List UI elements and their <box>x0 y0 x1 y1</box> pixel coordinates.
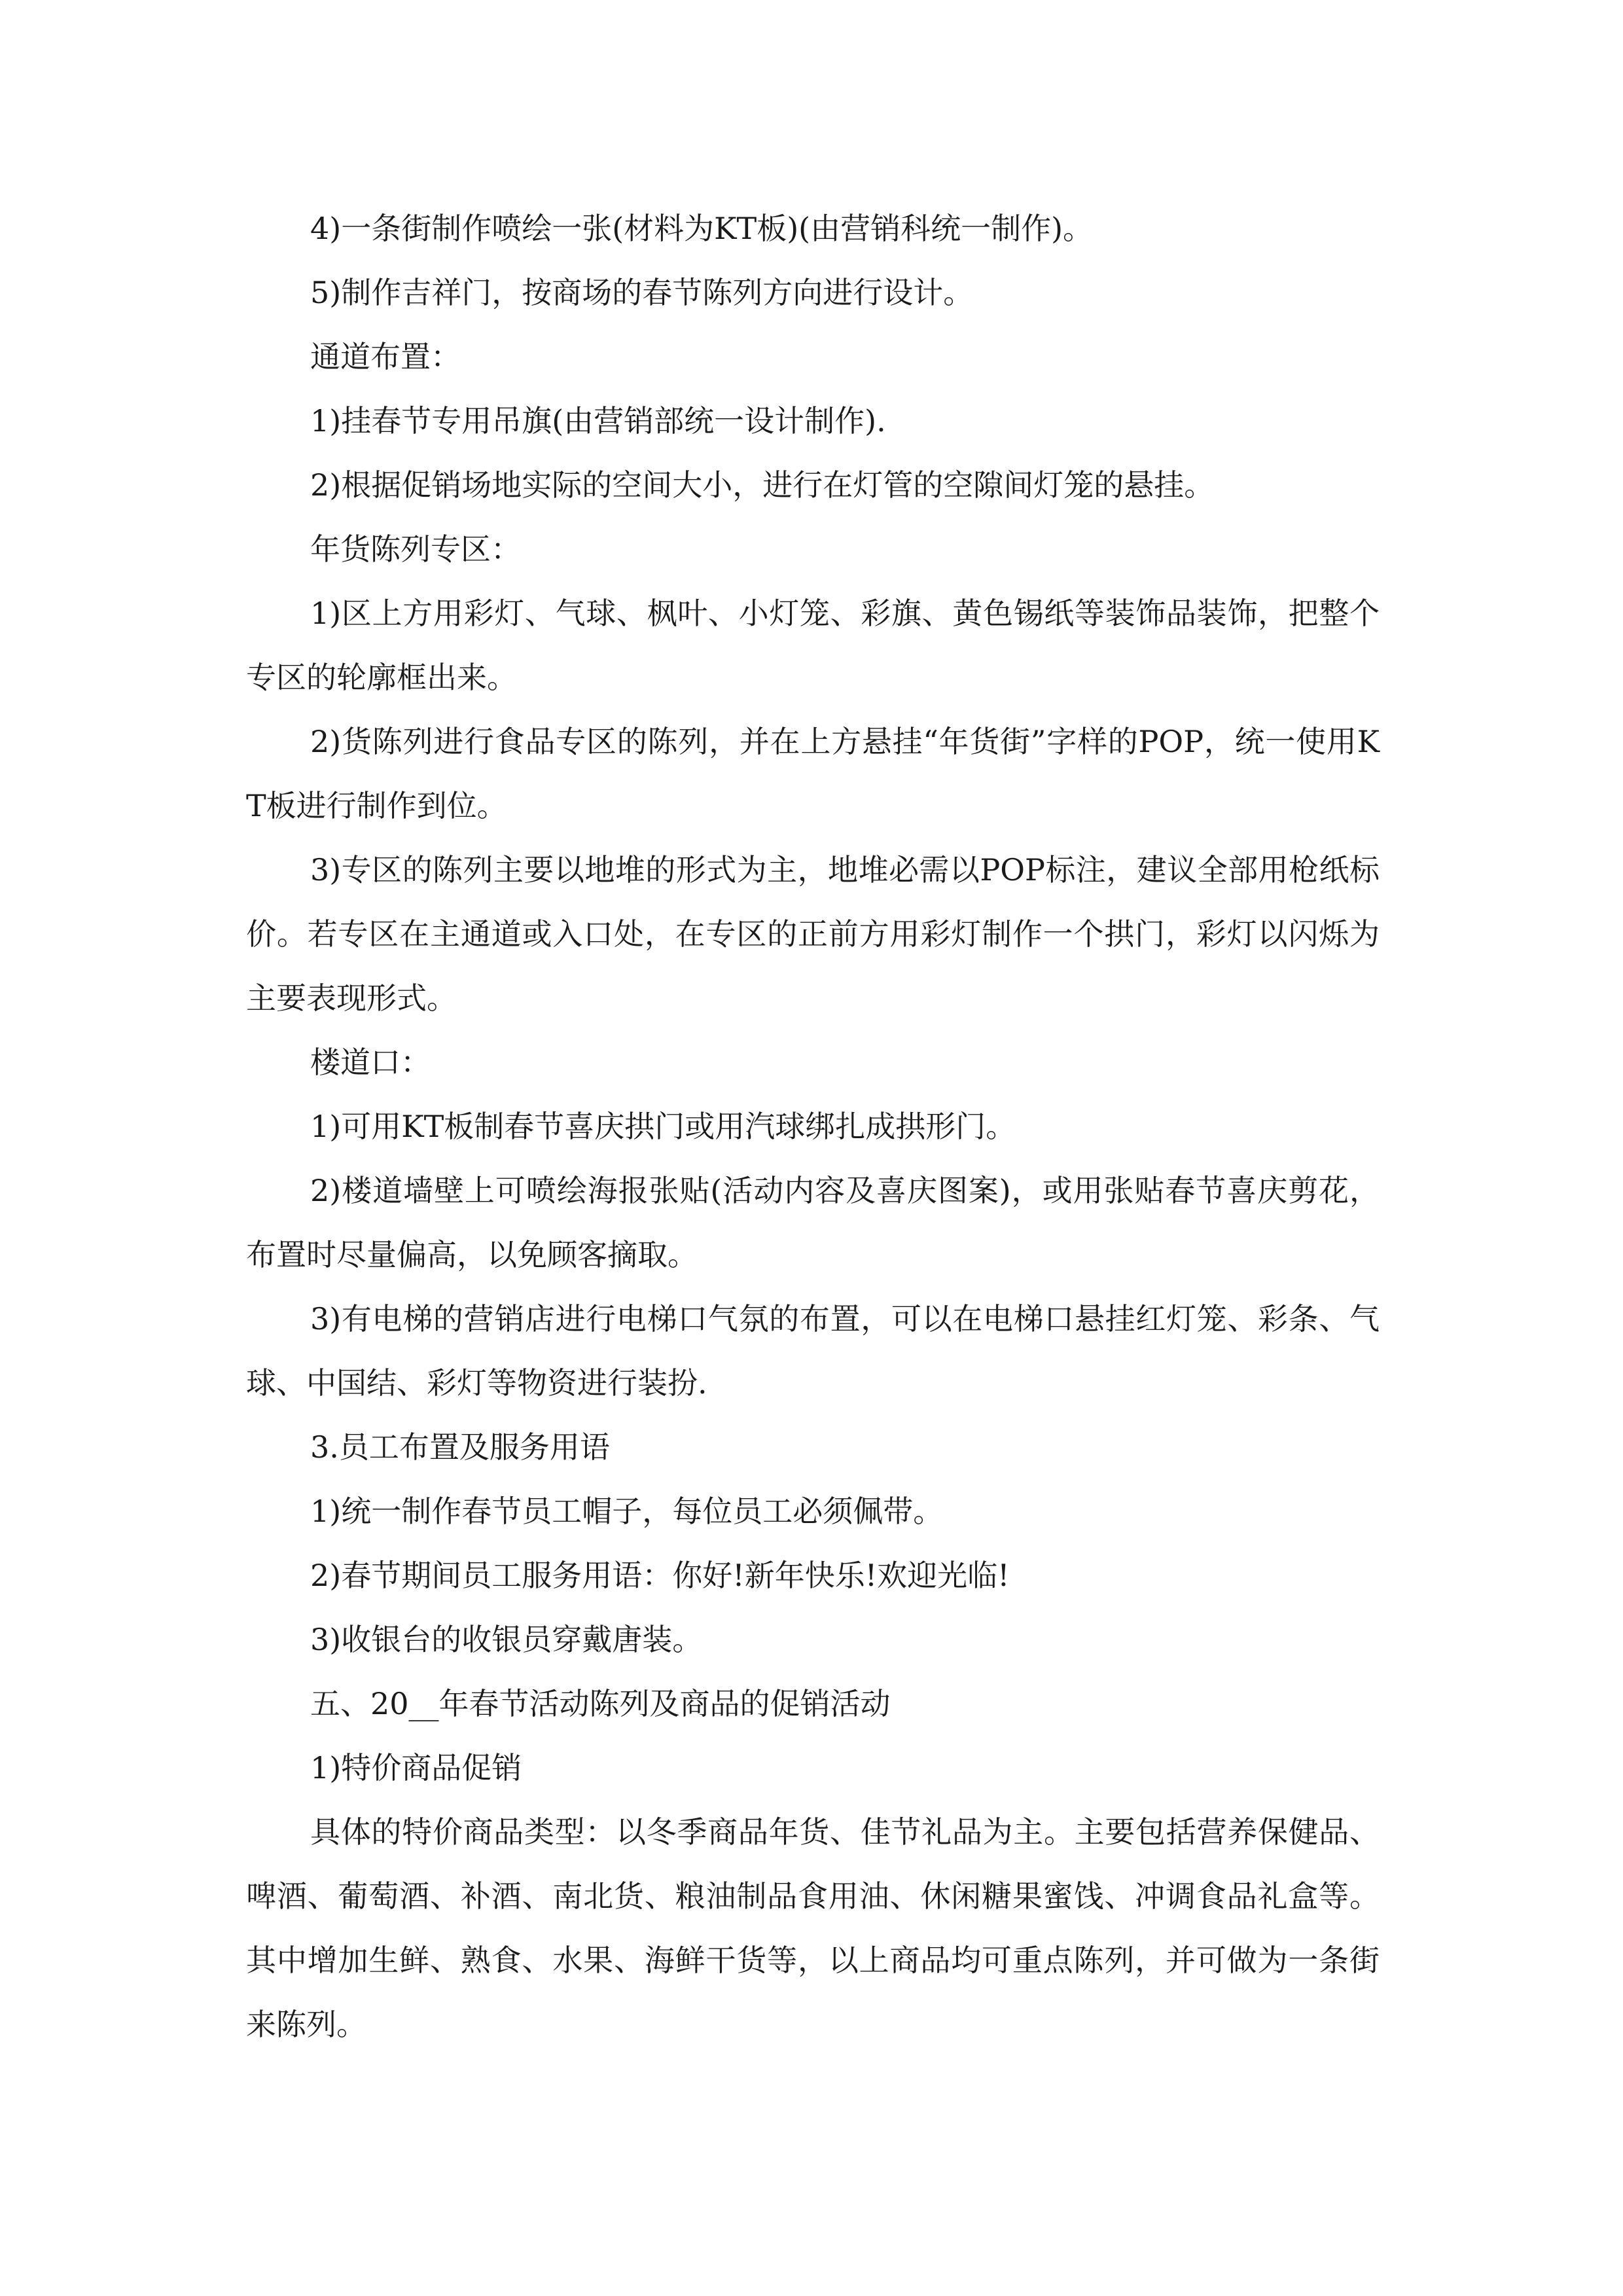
paragraph: 1)统一制作春节员工帽子，每位员工必须佩带。 <box>310 1494 944 1529</box>
paragraph: 1)挂春节专用吊旗(由营销部统一设计制作). <box>310 403 886 439</box>
paragraph: 5)制作吉祥门，按商场的春节陈列方向进行设计。 <box>310 275 974 310</box>
paragraph: 2)货陈列进行食品专区的陈列，并在上方悬挂“年货街”字样的POP，统一使用KT板进行制作到位。 <box>246 724 1380 823</box>
paragraph: 2)根据促销场地实际的空间大小，进行在灯管的空隙间灯笼的悬挂。 <box>310 467 1215 503</box>
document-body <box>246 196 1380 2056</box>
section-heading: 五、20__年春节活动陈列及商品的促销活动 <box>310 1686 891 1721</box>
paragraph: 1)可用KT板制春节喜庆拱门或用汽球绑扎成拱形门。 <box>310 1109 1016 1144</box>
paragraph: 2)春节期间员工服务用语：你好!新年快乐!欢迎光临! <box>310 1558 1010 1593</box>
section-heading: 楼道口： <box>310 1045 431 1080</box>
paragraph: 3)专区的陈列主要以地堆的形式为主，地堆必需以POP标注，建议全部用枪纸标价。若专区在主通道或入口处，在专区的正前方用彩灯制作一个拱门，彩灯以闪烁为主要表现形式。 <box>246 852 1380 1016</box>
paragraph: 4)一条街制作喷绘一张(材料为KT板)(由营销科统一制作)。 <box>310 211 1094 246</box>
paragraph: 2)楼道墙壁上可喷绘海报张贴(活动内容及喜庆图案)，或用张贴春节喜庆剪花，布置时尽量偏高，以免顾客摘取。 <box>246 1173 1380 1272</box>
section-heading: 年货陈列专区： <box>310 531 521 567</box>
paragraph: 具体的特价商品类型：以冬季商品年货、佳节礼品为主。主要包括营养保健品、啤酒、葡萄酒、补酒、南北货、粮油制品食用油、休闲糖果蜜饯、冲调食品礼盒等。其中增加生鲜、熟食、水果、海鲜干货等，以上商品均可重点陈列，并可做为一条街来陈列。 <box>246 1814 1380 2042</box>
section-heading: 通道布置： <box>310 339 461 374</box>
paragraph: 3)收银台的收银员穿戴唐装。 <box>310 1622 703 1657</box>
section-heading: 3.员工布置及服务用语 <box>310 1429 610 1465</box>
paragraph: 3)有电梯的营销店进行电梯口气氛的布置，可以在电梯口悬挂红灯笼、彩条、气球、中国结、彩灯等物资进行装扮. <box>246 1301 1380 1401</box>
paragraph: 1)特价商品促销 <box>310 1750 522 1785</box>
paragraph: 1)区上方用彩灯、气球、枫叶、小灯笼、彩旗、黄色锡纸等装饰品装饰，把整个专区的轮廓框出来。 <box>246 596 1380 695</box>
